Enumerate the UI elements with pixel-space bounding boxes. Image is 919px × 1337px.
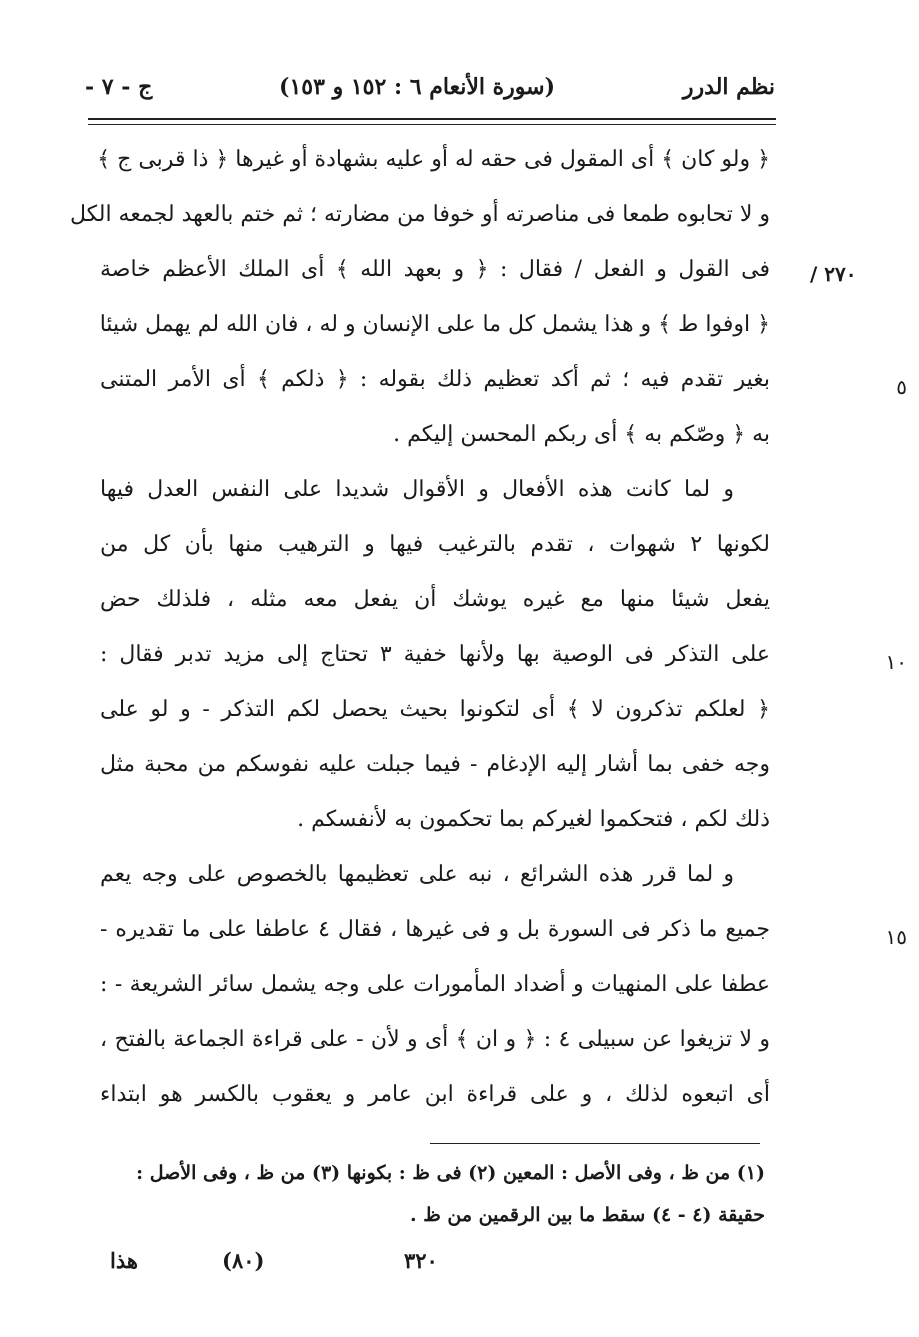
footnote-rule [430, 1143, 760, 1144]
page-number: ٣٢٠ [404, 1248, 438, 1273]
footnote-line: حقيقة (٤ - ٤) سقط ما بين الرقمين من ظ . [409, 1204, 765, 1226]
line-number: ٥ [896, 375, 907, 399]
manuscript-page-marker: ٢٧٠ / [810, 262, 857, 286]
text-line: و لما قرر هذه الشرائع ، نبه على تعظيمها بالخصوص على وجه يعم [100, 862, 734, 887]
text-line: على التذكر فى الوصية بها ولأنها خفية ٣ تحتاج إلى مزيد تدبر فقال : [100, 642, 770, 667]
line-number: ١٥ [885, 925, 907, 949]
running-header [85, 70, 775, 110]
header-rule [88, 118, 776, 120]
text-line: و لا تحابوه طمعا فى مناصرته أو خوفا من مضارته ؛ ثم ختم بالعهد لجمعه الكل [69, 202, 770, 227]
text-line: وجه خفى بما أشار إليه الإدغام - فيما جبلت عليه نفوسكم من محبة مثل [100, 752, 770, 777]
text-line: ﴿ ولو كان ﴾ أى المقول فى حقه له أو عليه بشهادة أو غيرها ﴿ ذا قربى ج ﴾ [97, 147, 770, 172]
line-number: ١٠ [885, 650, 907, 674]
original-page-ref: (٨٠) [222, 1248, 265, 1273]
volume-number: ج - ٧ - [85, 74, 153, 100]
surah-reference: (سورة الأنعام ٦ : ١٥٢ و ١٥٣) [279, 74, 555, 100]
text-line: و لما كانت هذه الأفعال و الأقوال شديدا على النفس العدل فيها [100, 477, 734, 502]
text-line: جميع ما ذكر فى السورة بل و فى غيرها ، فقال ٤ عاطفا على ما تقديره - [100, 917, 770, 942]
footnote-line: (١) من ظ ، وفى الأصل : المعين (٢) فى ظ : بكونها (٣) من ظ ، وفى الأصل : [136, 1162, 765, 1184]
text-line: ﴿ لعلكم تذكرون لا ﴾ أى لتكونوا بحيث يحصل لكم التذكر - و لو على [100, 697, 770, 722]
text-line: بغير تقدم فيه ؛ ثم أكد تعظيم ذلك بقوله : ﴿ ذلكم ﴾ أى الأمر المتنى [100, 367, 770, 392]
text-line: و لا تزيغوا عن سبيلى ٤ : ﴿ و ان ﴾ أى و لأن - على قراءة الجماعة بالفتح ، [100, 1027, 770, 1052]
text-line: أى اتبعوه لذلك ، و على قراءة ابن عامر و يعقوب بالكسر هو ابتداء [100, 1082, 770, 1107]
text-line: فى القول و الفعل / فقال : ﴿ و بعهد الله ﴾ أى الملك الأعظم خاصة [100, 257, 770, 282]
text-line: به ﴿ وصّكم به ﴾ أى ربكم المحسن إليكم . [393, 422, 770, 447]
text-line: ﴿ اوفوا ط ﴾ و هذا يشمل كل ما على الإنسان و له ، فان الله لم يهمل شيئا [99, 312, 770, 337]
catchword: هذا [110, 1248, 138, 1273]
text-line: عطفا على المنهيات و أضداد المأمورات على وجه يشمل سائر الشريعة - : [100, 972, 770, 997]
book-title: نظم الدرر [682, 74, 775, 100]
text-line: لكونها ٢ شهوات ، تقدم بالترغيب فيها و الترهيب منها بأن كل من [100, 532, 770, 557]
text-line: يفعل شيئا منها مع غيره يوشك أن يفعل معه مثله ، فلذلك حض [100, 587, 770, 612]
text-line: ذلك لكم ، فتحكموا لغيركم بما تحكمون به لأنفسكم . [297, 807, 770, 832]
header-rule-thin [88, 124, 776, 125]
